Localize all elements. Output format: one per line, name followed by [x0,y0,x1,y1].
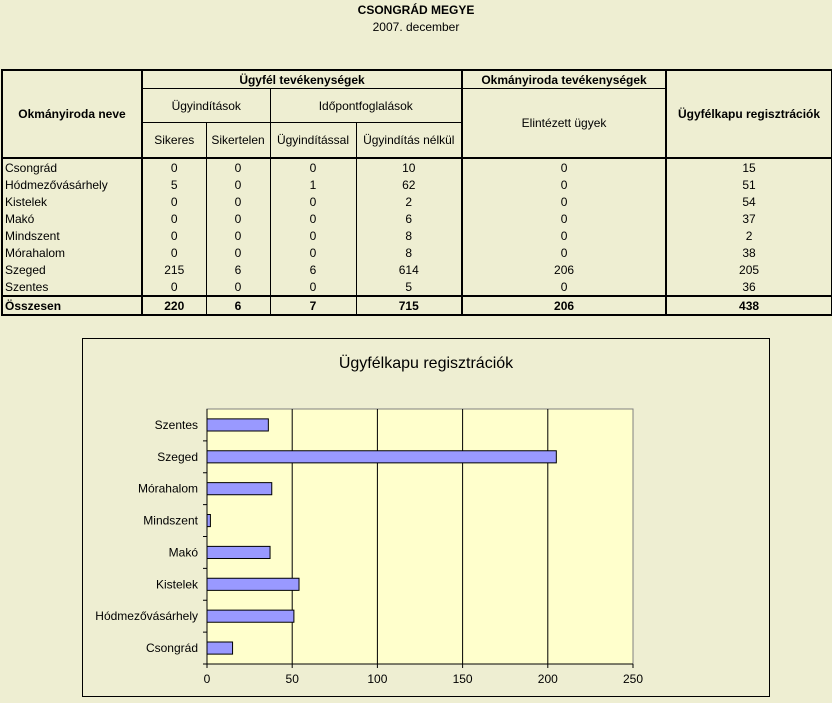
table-row [2,158,832,176]
office-name-cell: Szentes [2,278,142,296]
chart-title: Ügyfélkapu regisztrációk [338,355,514,372]
value-cell: 0 [270,193,356,210]
value-cell: 15 [666,158,832,176]
total-row [2,296,832,315]
bar-makó [207,546,270,558]
report-title: CSONGRÁD MEGYE [357,3,475,17]
value-cell: 0 [462,244,666,261]
value-cell: 0 [206,193,270,210]
value-cell: 5 [170,177,178,192]
header-completed-cases: Elintézett ügyek [462,89,666,159]
value-cell: 51 [666,176,832,193]
value-cell: 614 [356,261,462,278]
header-appointments: Időpontfoglalások [270,89,462,123]
category-label: Hódmezővásárhely [95,609,198,624]
value-cell: 6 [206,261,270,278]
x-tick-label: 150 [452,672,473,686]
header-office-activities: Okmányiroda tevékenységek [462,70,666,89]
value-cell: 205 [666,261,832,278]
bar-szeged [207,451,556,463]
header-unsuccessful: Sikertelen [206,123,270,159]
value-cell: 0 [270,158,356,176]
report-subtitle: 2007. december [372,20,460,34]
value-cell: 0 [462,158,666,176]
total-value-cell: 6 [206,296,270,315]
value-cell: 6 [270,261,356,278]
table-row [2,261,832,278]
value-cell: 0 [206,278,270,296]
value-cell: 206 [462,261,666,278]
table-row [2,210,832,227]
value-cell: 54 [666,193,832,210]
total-value-cell: 206 [462,296,666,315]
office-name-cell: Csongrád [2,158,142,176]
header-office-name: Okmányiroda neve [2,70,142,158]
plot-area [207,409,633,664]
value-cell: 0 [270,244,356,261]
bar-chart [83,339,769,696]
value-cell: 0 [270,227,356,244]
value-cell: 0 [462,210,666,227]
category-label: Szeged [157,449,198,464]
value-cell: 0 [206,210,270,227]
value-cell: 2 [356,193,462,210]
value-cell: 0 [462,227,666,244]
category-label: Csongrád [145,641,198,656]
value-cell: 0 [270,278,356,296]
table-row [2,193,832,210]
bar-mórahalom [207,483,272,495]
category-label: Szentes [154,417,198,432]
table-row [2,176,832,193]
total-value-cell: 220 [142,296,206,315]
office-name-cell: Kistelek [2,193,142,210]
office-name-cell: Mórahalom [2,244,142,261]
x-tick-label: 0 [203,672,211,686]
value-cell: 6 [356,210,462,227]
total-value-cell: 438 [666,296,832,315]
value-cell: 0 [170,211,178,226]
office-name-cell: Makó [2,210,142,227]
table-row [2,244,832,261]
office-name-cell: Hódmezővásárhely [2,176,142,193]
office-name-cell: Szeged [2,261,142,278]
category-label: Mindszent [143,513,198,528]
x-tick-label: 250 [622,672,644,686]
value-cell: 0 [462,278,666,296]
category-label: Mórahalom [137,481,198,496]
bar-csongrád [207,642,233,654]
value-cell: 215 [164,262,185,277]
x-tick-label: 200 [537,672,558,686]
x-tick-label: 100 [367,672,388,686]
table-row [2,278,832,296]
header-successful: Sikeres [142,123,206,159]
category-label: Kistelek [155,577,198,592]
header-case-initiations: Ügyindítások [142,89,270,123]
bar-hódmezővásárhely [207,610,294,622]
value-cell: 0 [170,228,178,243]
header-with-initiation: Ügyindítással [270,123,356,159]
value-cell: 5 [356,278,462,296]
value-cell: 62 [356,176,462,193]
value-cell: 0 [206,227,270,244]
value-cell: 0 [170,279,178,294]
value-cell: 0 [206,158,270,176]
office-name-cell: Mindszent [2,227,142,244]
value-cell: 1 [270,176,356,193]
value-cell: 0 [462,176,666,193]
category-label: Makó [168,545,198,560]
bar-szentes [207,419,268,431]
value-cell: 0 [170,160,178,175]
value-cell: 0 [170,245,178,260]
total-label-cell: Összesen [2,296,142,315]
value-cell: 0 [462,193,666,210]
chart-area [82,338,770,697]
bar-kistelek [207,578,299,590]
value-cell: 38 [666,244,832,261]
value-cell: 0 [206,176,270,193]
value-cell: 0 [270,210,356,227]
x-tick-label: 50 [285,672,299,686]
table-row [2,227,832,244]
statistics-table [1,69,832,316]
header-without-initiation: Ügyindítás nélkül [356,123,462,159]
value-cell: 10 [356,158,462,176]
value-cell: 2 [666,227,832,244]
value-cell: 36 [666,278,832,296]
value-cell: 8 [356,227,462,244]
total-value-cell: 7 [270,296,356,315]
value-cell: 8 [356,244,462,261]
bar-mindszent [207,515,210,527]
value-cell: 0 [206,244,270,261]
value-cell: 37 [666,210,832,227]
header-client-gate-registrations: Ügyfélkapu regisztrációk [666,70,832,158]
value-cell: 0 [170,194,178,209]
total-value-cell: 715 [356,296,462,315]
header-client-activities: Ügyfél tevékenységek [142,70,462,89]
